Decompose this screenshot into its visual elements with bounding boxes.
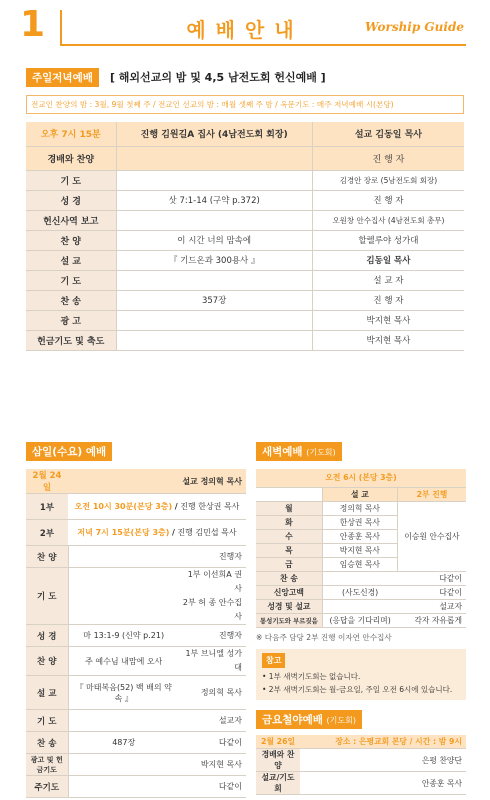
friday-item-person: 은평 찬양단 xyxy=(300,749,466,772)
dawn-day-day: 금 xyxy=(256,557,322,571)
wednesday-item-detail xyxy=(68,546,179,568)
dawn-item-person: 다같이 xyxy=(397,571,466,585)
sunday-item-detail xyxy=(116,310,312,330)
wednesday-item-detail xyxy=(68,754,179,776)
dawn-day-preacher: 박지현 목사 xyxy=(322,543,397,557)
page-subtitle: Worship Guide xyxy=(365,20,464,34)
wednesday-item-person: 진행자 xyxy=(179,546,246,568)
friday-place: 장소 : 은평교회 본당 / 시간 : 밤 9시 xyxy=(300,735,466,749)
sunday-item-row xyxy=(26,310,464,330)
wednesday-service-2-sep: / xyxy=(171,528,175,537)
sunday-item-person: 진 행 자 xyxy=(312,146,464,170)
dawn-day-day: 수 xyxy=(256,529,322,543)
friday-table xyxy=(256,735,466,796)
wednesday-item-detail: 487장 xyxy=(68,732,179,754)
sunday-item-label: 기 도 xyxy=(26,170,116,190)
dawn-item-detail xyxy=(322,599,397,613)
friday-item-label: 설교/기도회 xyxy=(256,772,300,795)
dawn-day-leader: 이승원 안수집사 xyxy=(397,501,466,571)
sunday-item-label: 찬 송 xyxy=(26,290,116,310)
wednesday-service-2-time: 저녁 7시 15분(본당 3층) xyxy=(77,528,170,537)
dawn-reference-box xyxy=(256,649,466,700)
sunday-item-person: 박지현 목사 xyxy=(312,330,464,350)
sunday-item-row xyxy=(26,330,464,350)
dawn-col-leader: 2부 진행 xyxy=(397,487,466,501)
wednesday-item-label: 찬 양 xyxy=(26,546,68,568)
dawn-table xyxy=(256,469,466,628)
dawn-item-row xyxy=(256,599,466,613)
sunday-item-detail xyxy=(116,330,312,350)
wednesday-item-person: 다같이 xyxy=(179,776,246,798)
dawn-item-label: 성경 및 설교 xyxy=(256,599,322,613)
wednesday-item-detail xyxy=(68,710,179,732)
dawn-item-detail: (사도신경) xyxy=(322,585,397,599)
sunday-item-label: 설 교 xyxy=(26,250,116,270)
wednesday-order-table xyxy=(26,469,246,798)
page-number: 1 xyxy=(20,4,46,45)
wednesday-item-detail: 『 마태복음(52) 백 배의 약속 』 xyxy=(68,676,179,710)
sunday-item-row xyxy=(26,230,464,250)
sunday-item-label: 헌신사역 보고 xyxy=(26,210,116,230)
friday-tag: 금요철야예배 (기도회) xyxy=(256,710,362,729)
sunday-tag: 주일저녁예배 xyxy=(26,68,99,87)
wednesday-item-label: 성 경 xyxy=(26,625,68,647)
wednesday-item-label: 찬 송 xyxy=(26,732,68,754)
reference-line-2: • 2부 새벽기도회는 월-금요일, 주일 오전 6시에 있습니다. xyxy=(262,684,453,694)
sunday-item-person: 김동일 목사 xyxy=(312,250,464,270)
wednesday-item-detail xyxy=(68,568,179,625)
dawn-item-label: 신앙고백 xyxy=(256,585,322,599)
wednesday-item-row xyxy=(26,776,246,798)
wednesday-service-2 xyxy=(26,520,246,546)
dawn-item-detail: (응답을 기다리며) xyxy=(322,613,397,627)
wednesday-item-label: 기 도 xyxy=(26,568,68,625)
sunday-item-label: 기 도 xyxy=(26,270,116,290)
wednesday-item-label: 설 교 xyxy=(26,676,68,710)
reference-tag: 참고 xyxy=(262,653,285,668)
wednesday-item-row xyxy=(26,546,246,568)
sunday-item-detail: 『 기드온과 300용사 』 xyxy=(116,250,312,270)
wednesday-service-1-label: 1부 xyxy=(26,494,68,520)
wednesday-item-person: 진행자 xyxy=(179,625,246,647)
sunday-item-person: 할렐루야 성가대 xyxy=(312,230,464,250)
dawn-day-preacher: 정의혁 목사 xyxy=(322,501,397,515)
sunday-item-label: 헌금기도 및 축도 xyxy=(26,330,116,350)
dawn-item-person: 각자 자유롭게 xyxy=(397,613,466,627)
friday-item-label: 경배와 찬양 xyxy=(256,749,300,772)
wednesday-service-1 xyxy=(26,494,246,520)
dawn-item-person: 설교자 xyxy=(397,599,466,613)
wednesday-item-person: 1부 이선희A 권사 2부 허 종 안수집사 xyxy=(179,568,246,625)
sunday-headline: [ 해외선교의 밤 및 4,5 남전도회 헌신예배 ] xyxy=(109,71,326,84)
sunday-item-label: 광 고 xyxy=(26,310,116,330)
sunday-item-person: 오원창 안수집사 (4남전도회 총무) xyxy=(312,210,464,230)
wednesday-item-label: 광고 및 헌금기도 xyxy=(26,754,68,776)
sunday-item-label: 찬 양 xyxy=(26,230,116,250)
dawn-section xyxy=(256,440,466,795)
dawn-time: 오전 6시 (본당 3층) xyxy=(256,469,466,487)
sunday-item-detail xyxy=(116,146,312,170)
sunday-item-row xyxy=(26,290,464,310)
sunday-item-label: 성 경 xyxy=(26,190,116,210)
dawn-item-label: 찬 송 xyxy=(256,571,322,585)
wednesday-item-row xyxy=(26,625,246,647)
wednesday-item-detail: 마 13:1-9 (신약 p.21) xyxy=(68,625,179,647)
dawn-item-label: 통성기도와 부르짖음 xyxy=(256,613,322,627)
wednesday-date-row xyxy=(26,469,246,494)
wednesday-item-person: 정의혁 목사 xyxy=(179,676,246,710)
wednesday-service-2-leader: 진행 김민섭 목사 xyxy=(177,528,237,537)
sunday-table-header xyxy=(26,122,464,146)
dawn-day-preacher: 임승현 목사 xyxy=(322,557,397,571)
friday-item-person: 안종훈 목사 xyxy=(300,772,466,795)
dawn-day-day: 목 xyxy=(256,543,322,557)
dawn-day-preacher: 안종훈 목사 xyxy=(322,529,397,543)
friday-item-row xyxy=(256,749,466,772)
sunday-item-person: 박지현 목사 xyxy=(312,310,464,330)
sunday-item-label: 경배와 찬양 xyxy=(26,146,116,170)
sunday-item-detail xyxy=(116,270,312,290)
dawn-day-day: 월 xyxy=(256,501,322,515)
reference-line-1: • 1부 새벽기도회는 없습니다. xyxy=(262,671,361,681)
wednesday-item-row xyxy=(26,732,246,754)
sunday-evening-section xyxy=(26,66,464,351)
sunday-time: 오후 7시 15분 xyxy=(26,122,116,146)
sunday-item-person: 진 행 자 xyxy=(312,290,464,310)
friday-item-row xyxy=(256,772,466,795)
dawn-day-row xyxy=(256,501,466,515)
sunday-item-row xyxy=(26,146,464,170)
sunday-preacher: 설교 김동일 목사 xyxy=(312,122,464,146)
sunday-item-person: 진 행 자 xyxy=(312,190,464,210)
sunday-item-row xyxy=(26,190,464,210)
sunday-item-detail: 삿 7:1-14 (구약 p.372) xyxy=(116,190,312,210)
sunday-item-row xyxy=(26,170,464,190)
dawn-day-preacher: 한상권 목사 xyxy=(322,515,397,529)
wednesday-item-row xyxy=(26,676,246,710)
dawn-tag: 새벽예배 (기도회) xyxy=(256,442,342,461)
dawn-item-detail xyxy=(322,571,397,585)
sunday-order-table xyxy=(26,122,464,351)
wednesday-item-row xyxy=(26,568,246,625)
sunday-item-person: 설 교 자 xyxy=(312,270,464,290)
dawn-day-day: 화 xyxy=(256,515,322,529)
wednesday-item-person: 설교자 xyxy=(179,710,246,732)
wednesday-item-label: 기 도 xyxy=(26,710,68,732)
sunday-notice: 전교인 찬양의 밤 : 3월, 9월 첫째 주 / 전교인 선교의 밤 : 매월 셋째 주 밤 / 옥문기도 : 매주 저녁예배 시(본당) xyxy=(26,95,464,114)
sunday-item-row xyxy=(26,250,464,270)
wednesday-item-detail xyxy=(68,776,179,798)
wednesday-preacher: 설교 정의혁 목사 xyxy=(68,469,246,494)
wednesday-section xyxy=(26,440,246,798)
wednesday-item-label: 주기도 xyxy=(26,776,68,798)
dawn-item-row xyxy=(256,613,466,627)
wednesday-service-1-leader: 진행 한상권 목사 xyxy=(180,502,240,511)
page-title: 예배안내 xyxy=(186,18,304,42)
sunday-leader: 진행 김원길A 집사 (4남전도회 회장) xyxy=(116,122,312,146)
friday-section xyxy=(256,708,466,796)
sunday-item-row xyxy=(26,210,464,230)
dawn-item-person: 다같이 xyxy=(397,585,466,599)
dawn-col-preacher: 설 교 xyxy=(322,487,397,501)
sunday-item-person: 김경안 장로 (5남전도회 회장) xyxy=(312,170,464,190)
friday-date: 2월 26일 xyxy=(256,735,300,749)
wednesday-item-row xyxy=(26,710,246,732)
sunday-item-detail: 357장 xyxy=(116,290,312,310)
wednesday-item-person: 박지현 목사 xyxy=(179,754,246,776)
sunday-item-detail xyxy=(116,170,312,190)
wednesday-item-person: 1부 브니엘 성가대 xyxy=(179,647,246,676)
header-rule xyxy=(60,44,466,46)
dawn-item-row xyxy=(256,585,466,599)
wednesday-item-row xyxy=(26,754,246,776)
sunday-item-detail: 이 시간 너의 맘속에 xyxy=(116,230,312,250)
wednesday-item-label: 찬 양 xyxy=(26,647,68,676)
sunday-item-detail xyxy=(116,210,312,230)
dawn-next-week: ※ 다음주 담당 2부 진행 이자연 안수집사 xyxy=(256,632,392,642)
wednesday-date: 2월 24일 xyxy=(26,469,68,494)
wednesday-service-1-sep: / xyxy=(174,502,178,511)
wednesday-item-person: 다같이 xyxy=(179,732,246,754)
dawn-item-row xyxy=(256,571,466,585)
wednesday-tag: 삼일(수요) 예배 xyxy=(26,442,112,461)
wednesday-service-2-label: 2부 xyxy=(26,520,68,546)
wednesday-item-detail: 주 예수님 내맘에 오사 xyxy=(68,647,179,676)
wednesday-item-row xyxy=(26,647,246,676)
wednesday-service-1-time: 오전 10시 30분(본당 3층) xyxy=(74,502,173,511)
sunday-item-row xyxy=(26,270,464,290)
